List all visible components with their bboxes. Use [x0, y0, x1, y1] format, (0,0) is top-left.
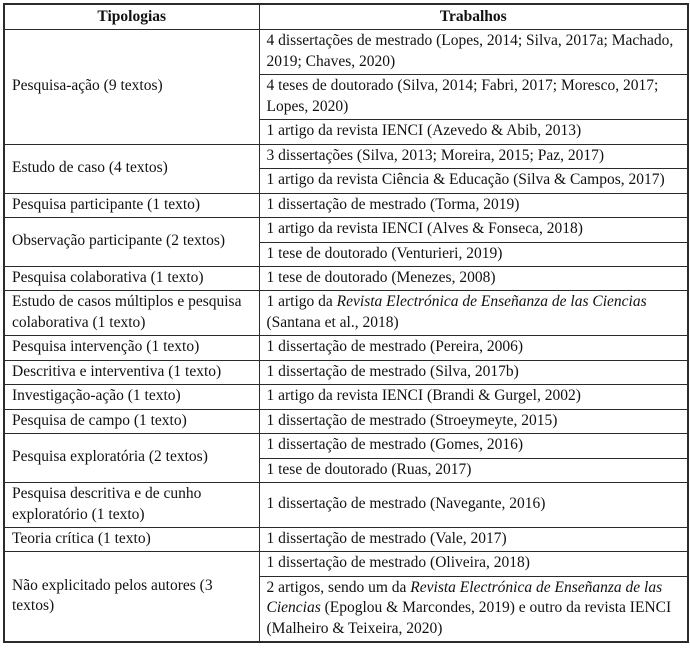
tipologia-cell: Estudo de caso (4 textos) — [4, 144, 259, 193]
trabalho-text: 1 dissertação de mestrado (Pereira, 2006) — [266, 338, 524, 356]
trabalho-text: 1 dissertação de mestrado (Vale, 2017) — [266, 529, 507, 547]
trabalho-cell — [259, 242, 688, 266]
trabalho-text: (Epoglou & Marcondes, 2019) e outro da revista IENCI (Malheiro & Teixeira, 2020) — [266, 599, 672, 637]
trabalho-cell — [259, 360, 688, 384]
trabalho-text: (Santana et al., 2018) — [266, 313, 399, 331]
tipologia-cell: Teoria crítica (1 texto) — [4, 527, 259, 551]
table-row — [4, 527, 688, 551]
trabalho-text: 1 artigo da revista Ciência & Educação (Silva & Campos, 2017) — [266, 171, 665, 189]
trabalho-cell — [259, 552, 688, 576]
trabalho-text: 1 artigo da revista IENCI (Alves & Fonseca, 2018) — [266, 220, 583, 238]
trabalho-text: 1 artigo da revista IENCI (Brandi & Gurgel, 2002) — [266, 387, 581, 405]
trabalho-cell — [259, 169, 688, 193]
table-row — [4, 218, 688, 242]
trabalho-cell — [259, 527, 688, 551]
trabalho-text: 1 artigo da revista IENCI (Azevedo & Abib, 2013) — [266, 122, 582, 140]
trabalho-text: 1 artigo da — [266, 293, 337, 311]
trabalho-text: 1 dissertação de mestrado (Stroeymeyte, 2015) — [266, 411, 558, 429]
tipologia-cell: Pesquisa participante (1 texto) — [4, 193, 259, 217]
trabalho-text: 2 artigos, sendo um da — [266, 578, 411, 596]
tipologia-cell: Observação participante (2 textos) — [4, 218, 259, 267]
table-row — [4, 336, 688, 360]
tipologia-cell: Pesquisa colaborativa (1 texto) — [4, 266, 259, 290]
trabalho-text: 3 dissertações (Silva, 2013; Moreira, 2015; Paz, 2017) — [266, 146, 604, 164]
trabalho-cell — [259, 409, 688, 433]
trabalho-cell — [259, 434, 688, 458]
table-row — [4, 266, 688, 290]
trabalho-text: 1 dissertação de mestrado (Gomes, 2016) — [266, 436, 524, 454]
trabalho-cell — [259, 30, 688, 75]
column-header-trabalhos: Trabalhos — [259, 4, 688, 30]
journal-name-italic: Revista Electrónica de Enseñanza de las Ciencias — [266, 578, 663, 617]
table-row — [4, 144, 688, 168]
trabalho-text: 1 tese de doutorado (Ruas, 2017) — [266, 460, 472, 478]
trabalho-cell — [259, 458, 688, 482]
trabalho-text: 4 teses de doutorado (Silva, 2014; Fabri, 2017; Moresco, 2017; Lopes, 2020) — [266, 77, 659, 115]
trabalho-cell — [259, 120, 688, 144]
trabalho-text: 1 dissertação de mestrado (Oliveira, 2018) — [266, 554, 530, 572]
trabalho-text: 1 tese de doutorado (Menezes, 2008) — [266, 268, 496, 286]
table-row — [4, 30, 688, 75]
trabalho-cell — [259, 385, 688, 409]
trabalho-cell — [259, 266, 688, 290]
tipologia-cell: Pesquisa intervenção (1 texto) — [4, 336, 259, 360]
column-header-tipologias: Tipologias — [4, 4, 259, 30]
trabalho-text: 1 dissertação de mestrado (Silva, 2017b) — [266, 362, 519, 380]
table-row — [4, 360, 688, 384]
trabalho-cell — [259, 144, 688, 168]
table-body — [4, 30, 688, 642]
tipologia-cell: Pesquisa exploratória (2 textos) — [4, 434, 259, 483]
table-row — [4, 483, 688, 528]
tipologia-cell: Não explicitado pelos autores (3 textos) — [4, 552, 259, 642]
tipologia-cell: Pesquisa descritiva e de cunho exploratório (1 texto) — [4, 483, 259, 528]
table-row — [4, 434, 688, 458]
tipologia-cell: Pesquisa de campo (1 texto) — [4, 409, 259, 433]
trabalho-cell — [259, 576, 688, 642]
trabalho-cell — [259, 218, 688, 242]
typologies-table — [3, 3, 689, 643]
tipologia-cell: Pesquisa-ação (9 textos) — [4, 30, 259, 144]
tipologia-cell: Investigação-ação (1 texto) — [4, 385, 259, 409]
table-row — [4, 193, 688, 217]
trabalho-cell — [259, 483, 688, 528]
trabalho-cell — [259, 75, 688, 120]
trabalho-text: 1 tese de doutorado (Venturieri, 2019) — [266, 244, 503, 262]
tipologia-cell: Descritiva e interventiva (1 texto) — [4, 360, 259, 384]
table-row — [4, 409, 688, 433]
trabalho-cell — [259, 291, 688, 336]
tipologia-cell: Estudo de casos múltiplos e pesquisa colaborativa (1 texto) — [4, 291, 259, 336]
table-row — [4, 552, 688, 576]
trabalho-text: 1 dissertação de mestrado (Torma, 2019) — [266, 195, 520, 213]
trabalho-text: 1 dissertação de mestrado (Navegante, 2016) — [266, 495, 546, 513]
header-row — [4, 4, 688, 30]
trabalho-text: 4 dissertações de mestrado (Lopes, 2014; Silva, 2017a; Machado, 2019; Chaves, 2020) — [266, 32, 674, 70]
trabalho-cell — [259, 193, 688, 217]
table-row — [4, 291, 688, 336]
table-row — [4, 385, 688, 409]
journal-name-italic: Revista Electrónica de Enseñanza de las Ciencias — [336, 293, 647, 311]
trabalho-cell — [259, 336, 688, 360]
